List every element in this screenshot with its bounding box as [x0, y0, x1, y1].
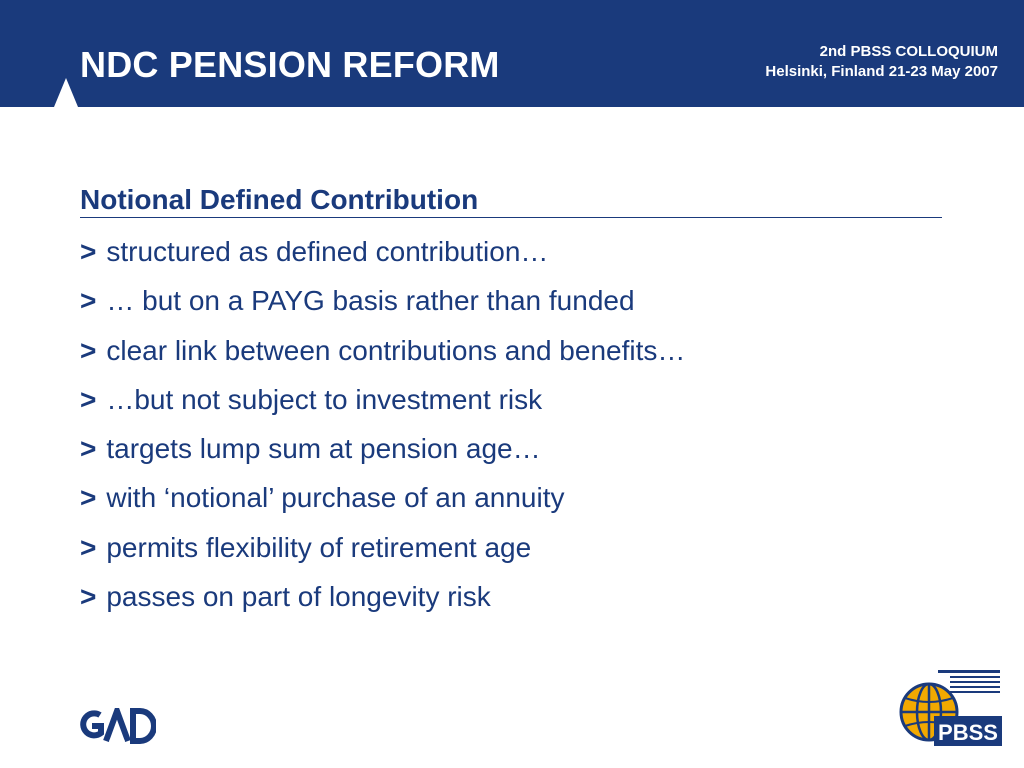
bullet-marker: > [80, 482, 97, 514]
bullet-item [80, 429, 685, 478]
bullet-item [80, 281, 685, 330]
gad-logo [80, 708, 156, 744]
bullet-item [80, 478, 685, 527]
slide-title: NDC PENSION REFORM [80, 44, 500, 85]
header-notch-decoration [54, 78, 78, 107]
bullet-text: …but not subject to investment risk [106, 383, 543, 415]
svg-text:PBSS: PBSS [938, 720, 998, 745]
bullet-item [80, 232, 685, 281]
bullet-marker: > [80, 285, 97, 317]
bullet-text: clear link between contributions and benefits… [106, 334, 686, 366]
bullet-text: with ‘notional’ purchase of an annuity [106, 482, 565, 514]
pbss-logo [896, 668, 1006, 752]
event-name: 2nd PBSS COLLOQUIUM [819, 43, 998, 60]
title-bar [0, 0, 1024, 107]
bullet-marker: > [80, 581, 97, 613]
bullet-marker: > [80, 383, 97, 415]
bullet-marker: > [80, 531, 97, 563]
bullet-item [80, 528, 685, 577]
bullet-item [80, 577, 685, 626]
event-location-date: Helsinki, Finland 21-23 May 2007 [765, 63, 998, 80]
bullet-marker: > [80, 236, 97, 267]
bullet-marker: > [80, 334, 97, 366]
section-heading [80, 183, 942, 218]
bullet-text: permits flexibility of retirement age [106, 531, 532, 563]
bullet-list [80, 232, 685, 626]
bullet-text: structured as defined contribution… [106, 236, 549, 267]
section-heading-text: Notional Defined Contribution [80, 184, 479, 215]
event-info [765, 42, 998, 82]
bullet-text: … but on a PAYG basis rather than funded [106, 285, 635, 317]
bullet-item [80, 380, 685, 429]
bullet-text: passes on part of longevity risk [106, 581, 491, 613]
bullet-item [80, 331, 685, 380]
bullet-text: targets lump sum at pension age… [106, 433, 541, 465]
bullet-marker: > [80, 433, 97, 465]
